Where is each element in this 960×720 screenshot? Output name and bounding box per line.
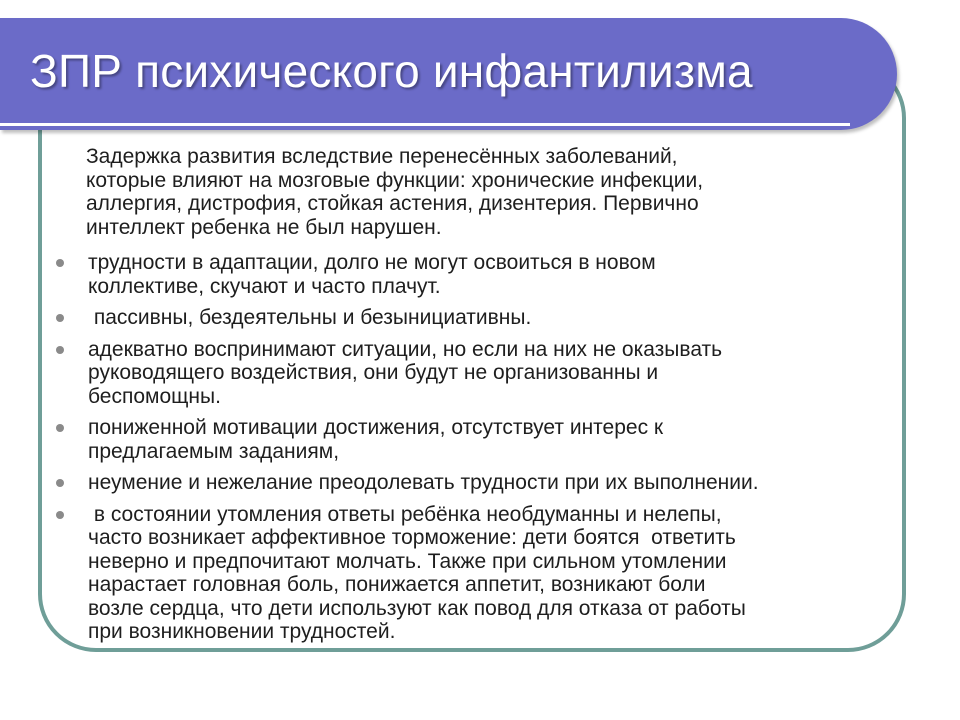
- intro-line: которые влияют на мозговые функции: хронические инфекции,: [86, 168, 704, 192]
- title-underline: [0, 123, 850, 126]
- bullet-item: [50, 338, 900, 409]
- slide-body: [50, 145, 900, 652]
- bullet-line: неверно и предпочитают молчать. Также при сильном утомлении: [88, 549, 727, 573]
- bullet-line: коллективе, скучают и часто плачут.: [88, 274, 441, 298]
- bullet-dot-icon: [56, 346, 64, 354]
- bullet-line: пониженной мотивации достижения, отсутствует интерес к: [88, 416, 664, 439]
- bullet-dot-icon: [56, 479, 64, 487]
- intro-paragraph: [50, 145, 900, 239]
- bullet-line: трудности в адаптации, долго не могут освоиться в новом: [88, 251, 656, 274]
- bullet-list: [50, 251, 900, 644]
- bullet-line: пассивны, бездеятельны и безынициативны.: [88, 306, 532, 329]
- bullet-line: беспомощны.: [88, 384, 221, 408]
- bullet-item: [50, 471, 900, 495]
- bullet-item: [50, 251, 900, 298]
- bullet-line: при возникновении трудностей.: [88, 620, 396, 643]
- bullet-dot-icon: [56, 314, 64, 322]
- slide-title: ЗПР психического инфантилизма: [30, 45, 753, 97]
- bullet-line: возле сердца, что дети используют как повод для отказа от работы: [88, 596, 746, 620]
- bullet-item: [50, 306, 900, 330]
- bullet-line: руководящего воздействия, они будут не организованны и: [88, 361, 659, 384]
- intro-line: интеллект ребенка не был нарушен.: [86, 215, 442, 239]
- bullet-line: в состоянии утомления ответы ребёнка необдуманны и нелепы,: [88, 502, 722, 526]
- bullet-line: нарастает головная боль, понижается аппетит, возникают боли: [88, 573, 706, 596]
- bullet-dot-icon: [56, 259, 64, 267]
- bullet-line: неумение и нежелание преодолевать трудности при их выполнении.: [88, 471, 759, 494]
- bullet-line: предлагаемым заданиям,: [88, 439, 340, 463]
- intro-line: аллергия, дистрофия, стойкая астения, дизентерия. Первично: [86, 192, 699, 215]
- bullet-dot-icon: [56, 424, 64, 432]
- bullet-dot-icon: [56, 511, 64, 519]
- bullet-item: [50, 503, 900, 644]
- bullet-item: [50, 416, 900, 463]
- bullet-line: адекватно воспринимают ситуации, но если на них не оказывать: [88, 337, 723, 361]
- intro-line: Задержка развития вследствие перенесённых заболеваний,: [86, 145, 678, 168]
- bullet-line: часто возникает аффективное торможение: дети боятся ответить: [88, 526, 736, 549]
